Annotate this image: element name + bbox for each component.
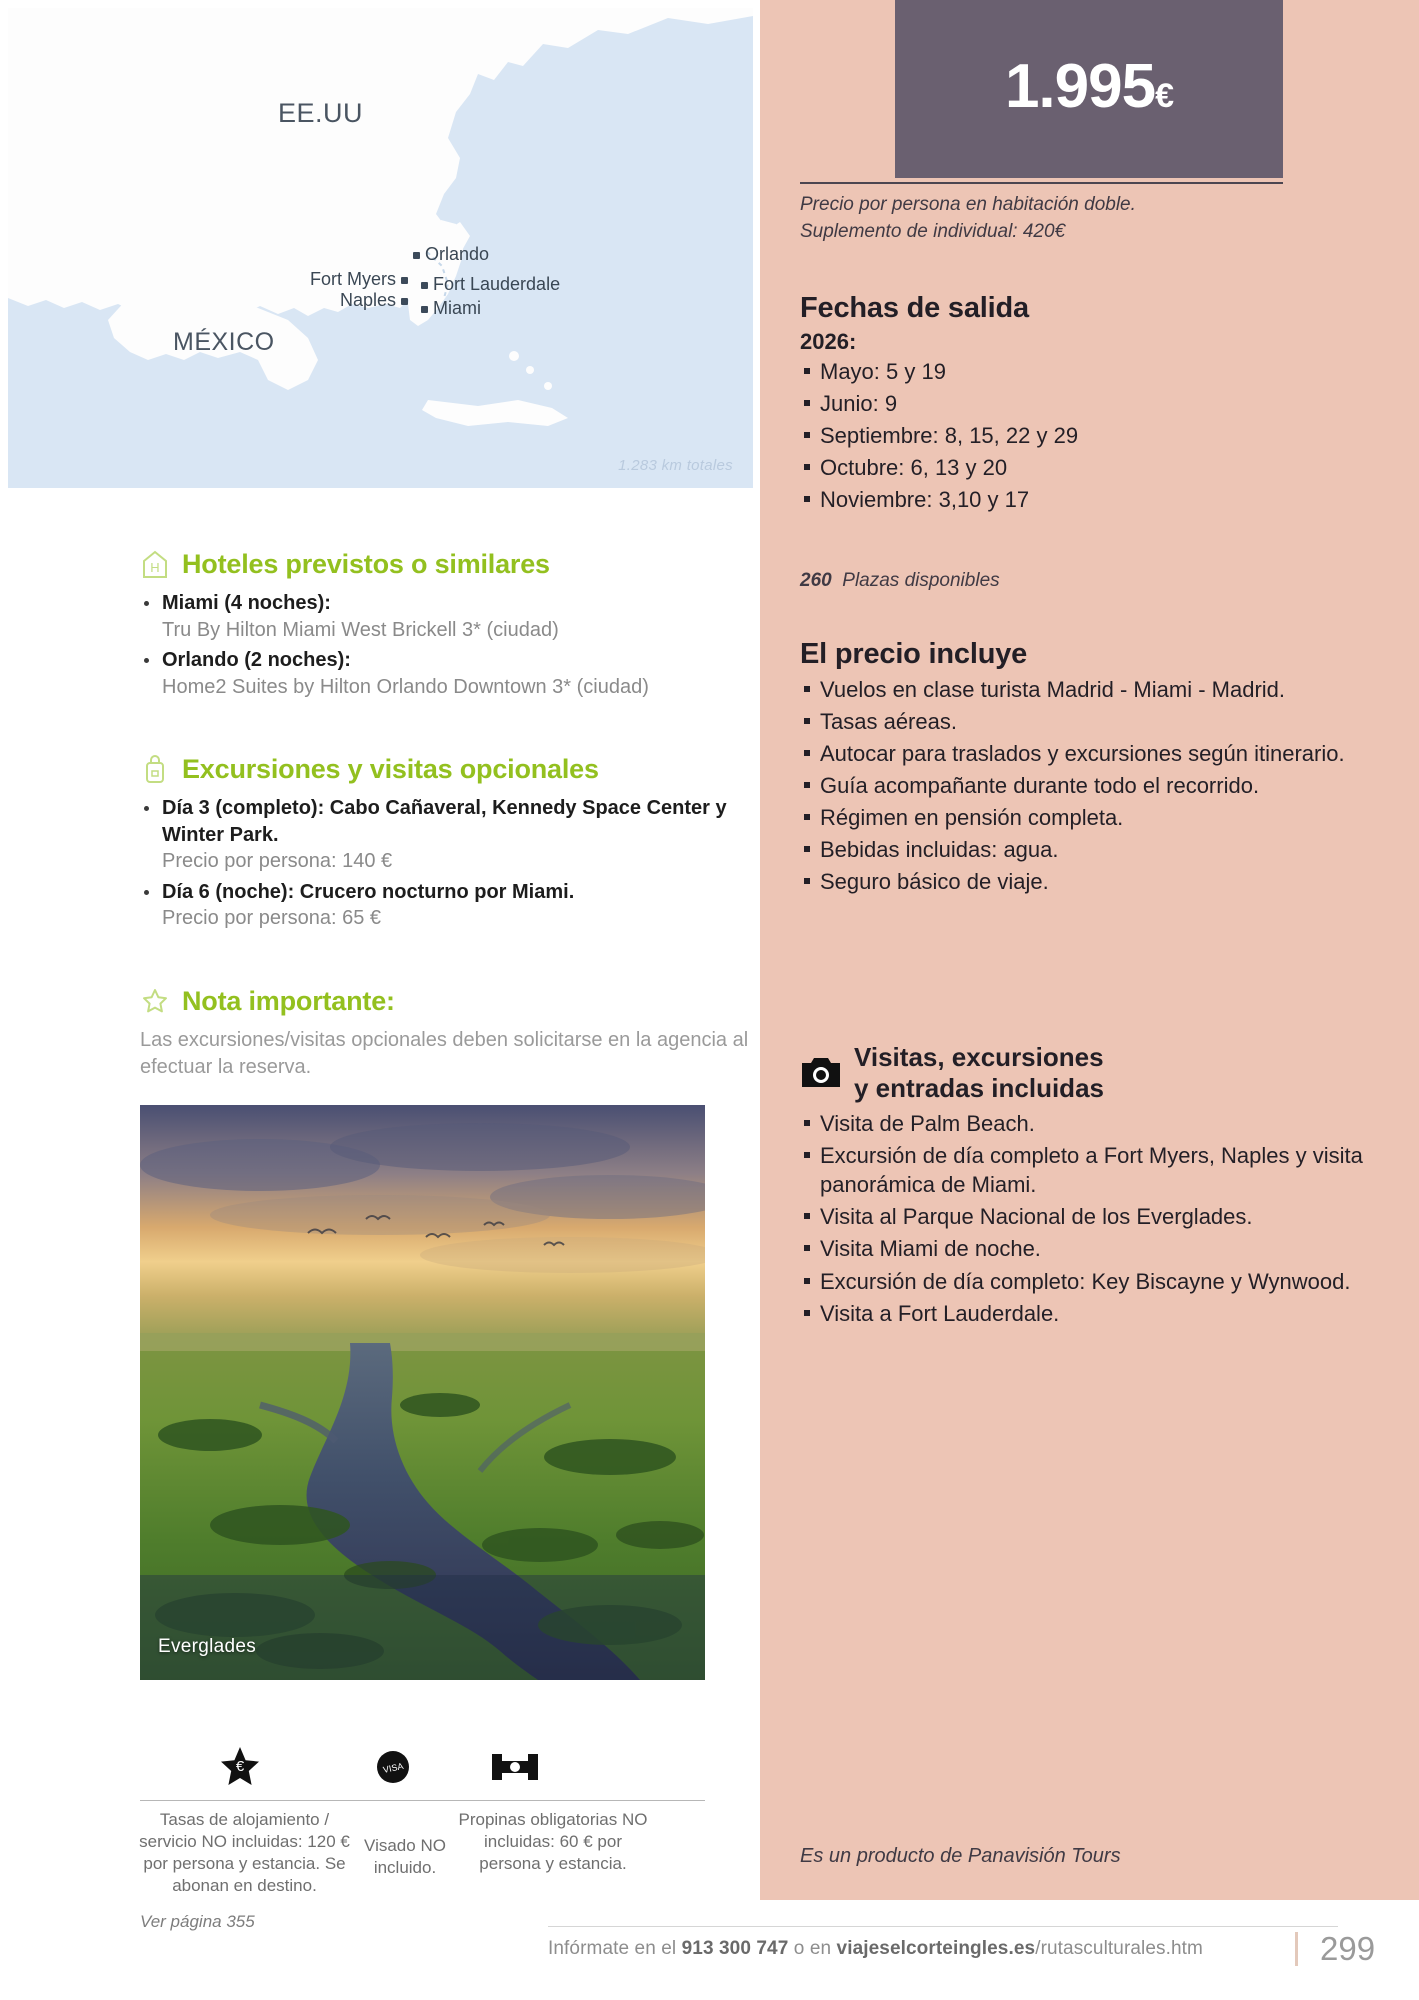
map-city-miami: Miami (416, 298, 481, 319)
photo-caption: Everglades (158, 1636, 257, 1657)
camera-icon (800, 1054, 842, 1090)
available-seats-count: 260 (800, 570, 832, 591)
footer-phone[interactable]: 913 300 747 (681, 1938, 789, 1959)
currency-symbol: € (1155, 77, 1174, 115)
optional-excursions-title: Excursiones y visitas opcionales (182, 753, 599, 784)
hotel-city: Miami (4 noches): (162, 592, 331, 614)
departure-dates-title: Fechas de salida (800, 292, 1029, 324)
map-region-label-mexico: MÉXICO (173, 328, 275, 356)
included-visits-title-line1: Visitas, excursiones (854, 1042, 1104, 1072)
hotels-section-header (140, 548, 750, 580)
svg-text:VISA: VISA (382, 1760, 405, 1776)
excursion-price: Precio por persona: 140 € (162, 850, 393, 873)
include-item: Régimen en pensión completa. (800, 803, 1400, 832)
excursion-item (140, 795, 750, 875)
map-pin-icon (421, 282, 428, 289)
excursion-label: Día 3 (completo): Cabo Cañaveral, Kennedy Space Center y Winter Park. (162, 797, 727, 846)
include-item: Bebidas incluidas: agua. (800, 835, 1400, 864)
important-note-body: Las excursiones/visitas opcionales deben solicitarse en la agencia al efectuar la reserva. (140, 1029, 749, 1078)
departure-dates-list (800, 357, 1400, 514)
visit-item: Visita a Fort Lauderdale. (800, 1299, 1400, 1328)
svg-text:H: H (150, 560, 160, 575)
destination-photo (140, 1105, 705, 1680)
hotel-name: Tru By Hilton Miami West Brickell 3* (ciudad) (162, 618, 559, 641)
hotel-city: Orlando (2 noches): (162, 649, 351, 672)
optional-excursions-list (140, 795, 750, 932)
hotels-section (140, 548, 750, 704)
available-seats (800, 570, 1400, 592)
tips-icon (480, 1738, 550, 1796)
include-item: Guía acompañante durante todo el recorrido. (800, 771, 1400, 800)
footer-prefix: Infórmate en el (548, 1938, 682, 1959)
fee-text-lodging-tax: Tasas de alojamiento / servicio NO incluidas: 120 € por persona y estancia. Se abonan en destino. (139, 1810, 350, 1896)
footer-path[interactable]: /rutasculturales.htm (1035, 1938, 1203, 1959)
map-city-orlando: Orlando (408, 244, 489, 265)
visit-item: Visita Miami de noche. (800, 1234, 1400, 1263)
footer-middle: o en (788, 1938, 837, 1959)
map-landmass (8, 8, 753, 488)
departure-date-item: Octubre: 6, 13 y 20 (800, 453, 1400, 482)
price-value: 1.995€ (1004, 52, 1174, 121)
price-conditions (800, 192, 1320, 246)
price-box (895, 0, 1283, 178)
right-info-panel (760, 0, 1419, 1900)
visit-item: Excursión de día completo: Key Biscayne y Wynwood. (800, 1267, 1400, 1296)
price-note-double-room: Precio por persona en habitación doble. (800, 194, 1136, 215)
extra-fees-row (140, 1738, 705, 1929)
visit-item: Visita al Parque Nacional de los Everglades. (800, 1202, 1400, 1231)
map-city-fort-myers: Fort Myers (310, 269, 413, 290)
svg-text:€: € (235, 1758, 245, 1775)
hotel-icon (140, 548, 170, 580)
available-seats-label: Plazas disponibles (842, 570, 1000, 591)
map-city-naples: Naples (340, 290, 413, 311)
hotel-name: Home2 Suites by Hilton Orlando Downtown 3* (ciudad) (162, 675, 649, 698)
included-visits-title-line2: y entradas incluidas (854, 1072, 1104, 1103)
hotel-item (140, 590, 750, 643)
departure-date-item: Septiembre: 8, 15, 22 y 29 (800, 421, 1400, 450)
price-includes-title: El precio incluye (800, 638, 1028, 670)
visit-item: Visita de Palm Beach. (800, 1109, 1400, 1138)
departure-date-item: Mayo: 5 y 19 (800, 357, 1400, 386)
include-item: Seguro básico de viaje. (800, 867, 1400, 896)
excursion-label: Día 6 (noche): Crucero nocturno por Miami. (162, 880, 575, 903)
optional-excursions-section (140, 753, 750, 936)
included-visits-header (800, 1040, 1400, 1103)
map-city-fort-lauderdale: Fort Lauderdale (416, 274, 560, 295)
departure-date-item: Junio: 9 (800, 389, 1400, 418)
include-item: Autocar para traslados y excursiones según itinerario. (800, 739, 1400, 768)
price-divider (800, 182, 1283, 184)
important-note-section (140, 985, 750, 1081)
departure-year: 2026: (800, 329, 857, 354)
map-pin-icon (421, 306, 428, 313)
price-note-single-supplement: Suplemento de individual: 420€ (800, 220, 1066, 242)
include-item: Vuelos en clase turista Madrid - Miami - Madrid. (800, 675, 1400, 704)
footer-divider (548, 1926, 1338, 1927)
important-note-header (140, 985, 750, 1017)
footer-site[interactable]: viajeselcorteingles.es (836, 1938, 1036, 1959)
fee-text-visa: Visado NO incluido. (364, 1836, 446, 1878)
footer-contact (548, 1938, 1203, 1960)
footer-separator (1295, 1932, 1298, 1966)
product-provider-note: Es un producto de Panavisión Tours (800, 1845, 1121, 1867)
departure-date-item: Noviembre: 3,10 y 17 (800, 485, 1400, 514)
excursion-item (140, 879, 750, 932)
price-includes-list (800, 675, 1400, 896)
price-includes-section (800, 638, 1400, 899)
extra-fees-icons (140, 1738, 705, 1800)
departure-dates-section (800, 292, 1400, 517)
visa-stamp-icon (358, 1738, 428, 1796)
included-visits-section (800, 1040, 1400, 1331)
page-number: 299 (1320, 1930, 1376, 1967)
route-map (8, 8, 753, 488)
map-distance-note: 1.283 km totales (618, 457, 733, 474)
star-icon (140, 985, 170, 1017)
included-visits-list (800, 1109, 1400, 1327)
hotels-list (140, 590, 750, 700)
map-pin-icon (401, 277, 408, 284)
everglades-illustration (140, 1105, 705, 1680)
hotel-item (140, 647, 750, 700)
fees-divider (140, 1800, 705, 1801)
map-pin-icon (413, 252, 420, 259)
map-pin-icon (401, 298, 408, 305)
map-region-label-usa: EE.UU (278, 98, 364, 128)
page-footer (0, 1908, 1419, 2000)
hotels-section-title: Hoteles previstos o similares (182, 548, 550, 579)
see-page-reference[interactable]: Ver página 355 (140, 1912, 255, 1931)
star-euro-icon (205, 1738, 275, 1796)
optional-excursions-header (140, 753, 750, 785)
visit-item: Excursión de día completo a Fort Myers, Naples y visita panorámica de Miami. (800, 1141, 1400, 1199)
fee-text-tips: Propinas obligatorias NO incluidas: 60 € por persona y estancia. (458, 1810, 648, 1874)
important-note-title: Nota importante: (182, 985, 395, 1016)
include-item: Tasas aéreas. (800, 707, 1400, 736)
included-visits-title (854, 1040, 1104, 1103)
excursion-price: Precio por persona: 65 € (162, 907, 382, 930)
backpack-icon (140, 753, 170, 785)
